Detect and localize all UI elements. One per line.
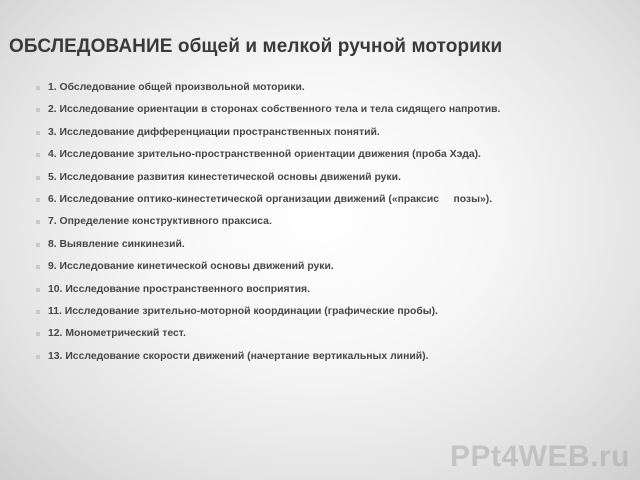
list-item — [36, 123, 632, 145]
bullet-icon — [36, 310, 40, 314]
item-text: 3. Исследование дифференциации пространственных понятий. — [48, 126, 380, 138]
bullet-icon — [36, 86, 40, 90]
item-text: 10. Исследование пространственного восприятия. — [48, 283, 310, 295]
bullet-icon — [36, 332, 40, 336]
item-text: 11. Исследование зрительно-моторной координации (графические пробы). — [48, 305, 438, 317]
item-text: 8. Выявление синкинезий. — [48, 238, 185, 250]
list-item — [36, 302, 632, 324]
item-text: 9. Исследование кинетической основы движений руки. — [48, 261, 334, 273]
list-item — [36, 100, 632, 122]
item-list — [36, 78, 632, 369]
list-item — [36, 280, 632, 302]
list-item — [36, 324, 632, 346]
bullet-icon — [36, 108, 40, 112]
bullet-icon — [36, 243, 40, 247]
item-text: 2. Исследование ориентации в сторонах собственного тела и тела сидящего напротив. — [48, 104, 501, 116]
item-text: 1. Обследование общей произвольной моторики. — [48, 82, 305, 93]
list-item — [36, 347, 632, 369]
bullet-icon — [36, 220, 40, 224]
item-text: 4. Исследование зрительно-пространственной ориентации движения (проба Хэда). — [48, 149, 481, 161]
item-text: 12. Монометрический тест. — [48, 328, 186, 340]
list-item — [36, 257, 632, 279]
bullet-icon — [36, 265, 40, 269]
bullet-icon — [36, 355, 40, 359]
watermark-text: PPt4WEB.ru — [449, 440, 630, 473]
item-text: 5. Исследование развития кинестетической основы движений руки. — [48, 171, 401, 183]
list-item — [36, 235, 632, 257]
list-item — [36, 168, 632, 190]
bullet-icon — [36, 288, 40, 292]
list-item — [36, 145, 632, 167]
bullet-icon — [36, 131, 40, 135]
bullet-icon — [36, 153, 40, 157]
item-text: 7. Определение конструктивного праксиса. — [48, 216, 272, 228]
list-item — [36, 78, 632, 100]
list-item — [36, 190, 632, 212]
bullet-icon — [36, 198, 40, 202]
item-text: 13. Исследование скорости движений (начертание вертикальных линий). — [48, 350, 429, 362]
bullet-icon — [36, 176, 40, 180]
slide-title: ОБСЛЕДОВАНИЕ общей и мелкой ручной моторики — [9, 36, 503, 57]
item-text: 6. Исследование оптико-кинестетической организации движений («праксис позы»). — [48, 193, 493, 205]
list-item — [36, 212, 632, 234]
